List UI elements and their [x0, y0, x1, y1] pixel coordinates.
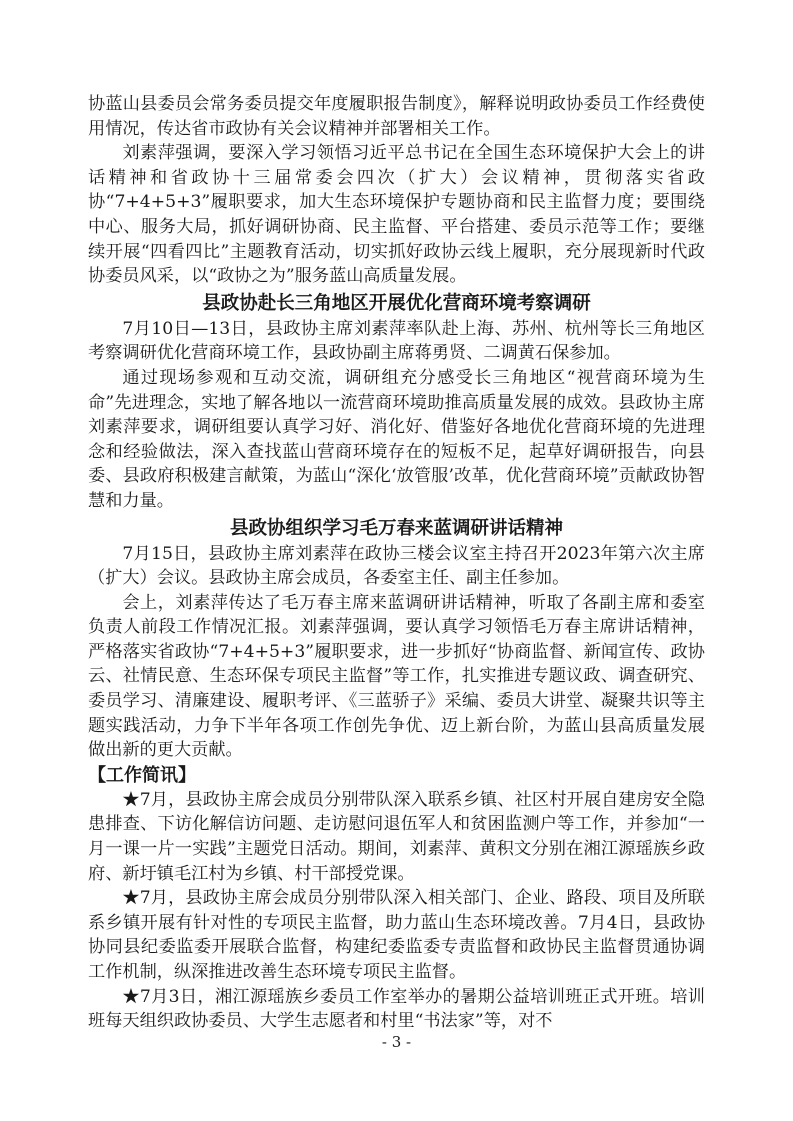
section-title: 县政协赴长三角地区开展优化营商环境考察调研 — [202, 292, 591, 314]
section-label: 【工作简讯】 — [88, 764, 196, 786]
paragraph: ★7月，县政协主席会成员分别带队深入联系乡镇、社区村开展自建房安全隐患排查、下访化解信访问题、走访慰问退伍军人和贫困监测户等工作，并参加“一月一课一片一实践”主题党日活动。期间，刘素萍、黄积文分别在湘江源瑶族乡政府、新圩镇毛江村为乡镇、村干部授党课。 — [88, 789, 705, 884]
section-title: 县政协组织学习毛万春来蓝调研讲话精神 — [229, 517, 563, 539]
document-body — [88, 92, 705, 1034]
paragraph: 会上，刘素萍传达了毛万春主席来蓝调研讲话精神，听取了各副主席和委室负责人前段工作情况汇报。刘素萍强调，要认真学习领悟毛万春主席讲话精神，严格落实省政协“7+4+5+3”履职要求，进一步抓好“协商监督、新闻宣传、政协云、社情民意、生态环保专项民主监督”等工作，扎实推进专题议政、调查研究、委员学习、清廉建设、履职考评、《三蓝骄子》采编、委员大讲堂、凝聚共识等主题实践活动，力争下半年各项工作创先争优、迈上新台阶，为蓝山县高质量发展做出新的更大贡献。 — [88, 592, 705, 761]
paragraph: 协蓝山县委员会常务委员提交年度履职报告制度》，解释说明政协委员工作经费使用情况，传达省市政协有关会议精神并部署相关工作。 — [88, 94, 705, 139]
paragraph: ★7月，县政协主席会成员分别带队深入相关部门、企业、路段、项目及所联系乡镇开展有针对性的专项民主监督，助力蓝山生态环境改善。7月4日，县政协协同县纪委监委开展联合监督，构建纪委监委专责监督和政协民主监督贯通协调工作机制，纵深推进改善生态环境专项民主监督。 — [88, 888, 705, 982]
page-number: - 3 - — [381, 1033, 412, 1051]
paragraph: 刘素萍强调，要深入学习领悟习近平总书记在全国生态环境保护大会上的讲话精神和省政协十三届常委会四次（扩大）会议精神，贯彻落实省政协“7+4+5+3”履职要求，加大生态环境保护专题协商和民主监督力度；要围绕中心、服务大局，抓好调研协商、民主监督、平台搭建、委员示范等工作；要继续开展“四看四比”主题教育活动，切实抓好政协云线上履职，充分展现新时代政协委员风采，以“政协之为”服务蓝山高质量发展。 — [88, 143, 705, 287]
paragraph: 7月10日—13日，县政协主席刘素萍率队赴上海、苏州、杭州等长三角地区考察调研优化营商环境工作，县政协副主席蒋勇贤、二调黄石保参加。 — [88, 318, 705, 364]
paragraph: 通过现场参观和互动交流，调研组充分感受长三角地区“视营商环境为生命”先进理念，实地了解各地以一流营商环境助推高质量发展的成效。县政协主席刘素萍要求，调研组要认真学习好、消化好、借鉴好各地优化营商环境的先进理念和经验做法，深入查找蓝山营商环境存在的短板不足，起草好调研报告，向县委、县政府积极建言献策，为蓝山“深化‘放管服’改革，优化营商环境”贡献政协智慧和力量。 — [88, 367, 705, 511]
paragraph: 7月15日，县政协主席刘素萍在政协三楼会议室主持召开2023年第六次主席（扩大）会议。县政协主席会成员，各委室主任、副主任参加。 — [88, 543, 705, 589]
paragraph: ★7月3日，湘江源瑶族乡委员工作室举办的暑期公益培训班正式开班。培训班每天组织政协委员、大学生志愿者和村里“书法家”等，对不 — [88, 986, 705, 1032]
